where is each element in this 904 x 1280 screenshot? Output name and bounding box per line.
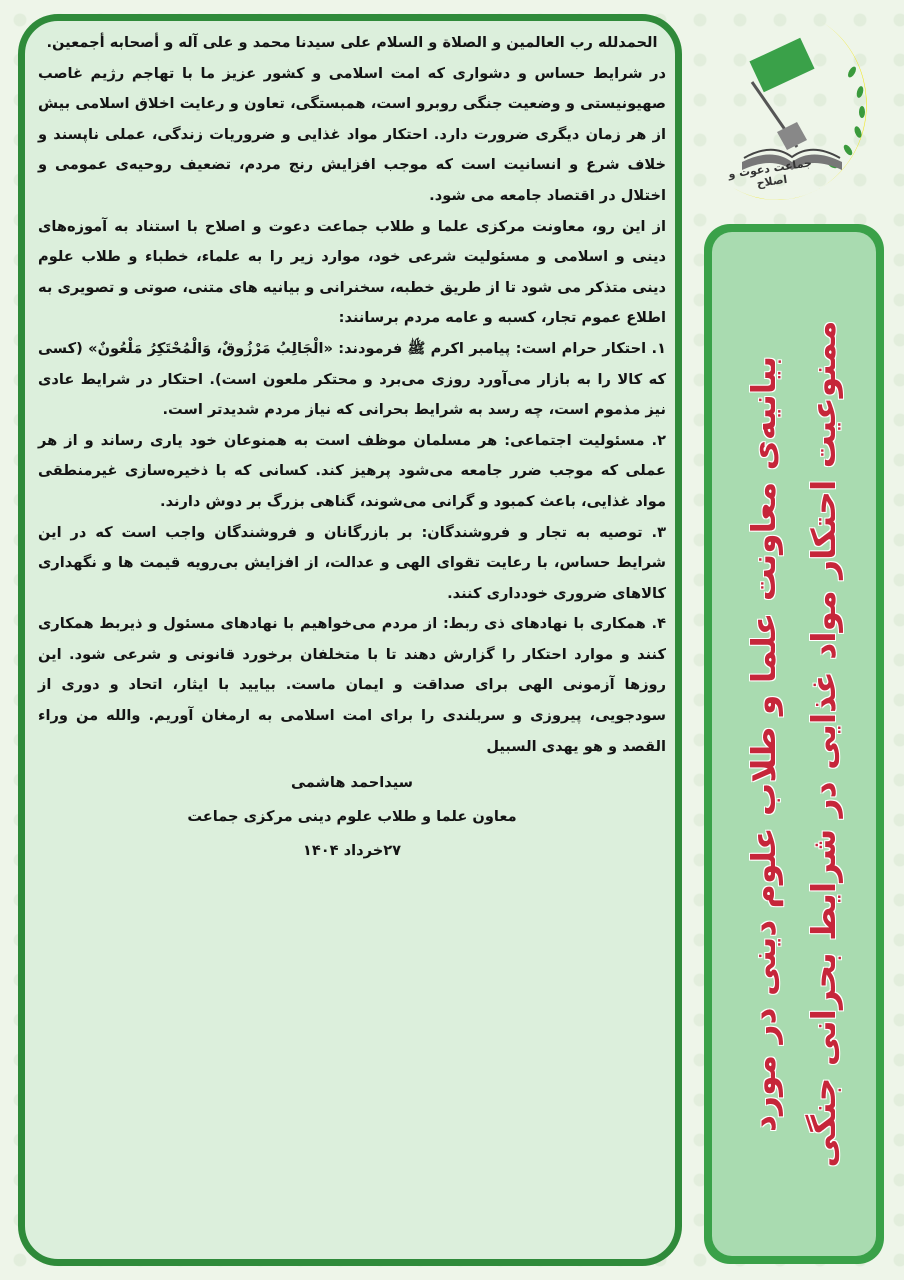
statement-text [38,28,666,868]
side-title-banner-inner [712,232,876,1256]
signature-block [38,766,666,868]
opening-line: الحمدلله رب العالمین و الصلاة و السلام علی سیدنا محمد و علی آله و أصحابه أجمعین. [46,34,658,51]
paragraph-intro: در شرایط حساس و دشواری که امت اسلامی و کشور عزیز ما با تهاجم رژیم غاصب صهیونیستی و وضعیت جنگی روبرو است، همبستگی، تعاون و رعایت اخلاق اسلامی بیش از هر زمان دیگری ضرورت دارد. احتکار مواد غذایی و ضروریات زندگی، عملی ناپسند و خلاف شرع و انسانیت است که موجب افزایش رنج مردم، تضعیف روحیه‌ی عمومی و اختلال در اقتصاد جامعه می شود. [38,64,666,204]
side-title-line-2: ممنوعیت احتکار مواد غذایی در شرایط بحرانی جنگی [804,320,843,1168]
item-3: ۳. توصیه به تجار و فروشندگان: بر بازرگانان و فروشندگان واجب است که در این شرایط حساس، با رعایت تقوای الهی و عدالت، از افزایش بی‌رویه قیمت ها و نگهداری کالاهای ضروری خودداری کنند. [38,523,666,602]
signer-name: سیداحمد هاشمی [290,774,414,792]
paragraph-directive: از این رو، معاونت مرکزی علما و طلاب جماعت دعوت و اصلاح با استناد به آموزه‌های دینی و اسلامی و مسئولیت شرعی خود، موارد زیر را به علماء، خطباء و طلاب علوم دینی متذکر می شود تا از طریق خطبه، سخنرانی و بیانیه های متنی، صوتی و تصویری به اطلاع عموم تجار، کسبه و عامه مردم برسانند: [38,217,666,327]
item-1: ۱. احتکار حرام است: پیامبر اکرم ﷺ فرمودند: «الْجَالِبُ مَرْزُوقٌ، وَالْمُحْتَكِرُ مَلْعُونٌ» (کسی که کالا را به بازار می‌آورد روزی می‌برد و محتکر ملعون است). احتکار در شرایط عادی نیز مذموم است، چه رسد به شرایط بحرانی که نیاز مردم شدیدتر است. [38,339,666,419]
side-title-line-1: بیانیه‌ی معاونت علما و طلاب علوم دینی در مورد [744,356,783,1132]
statement-date: ۲۷خرداد ۱۴۰۴ [302,842,402,860]
side-title [734,254,854,1234]
item-2: ۲. مسئولیت اجتماعی: هر مسلمان موظف است به همنوعان خود یاری رساند و از هر عملی که موجب ضرر جامعه می‌شود پرهیز کند. کسانی که با ذخیره‌سازی غیرمنطقی مواد غذایی، باعث کمبود و گرانی می‌شوند، گناهی بزرگ بر دوش دارند. [38,431,666,510]
item-4: ۴. همکاری با نهادهای ذی ربط: از مردم می‌خواهیم با نهادهای مسئول و ذیربط همکاری کنند و موارد احتکار را گزارش دهند تا با متخلفان برخورد قانونی و شرعی شود. این روزها آزمونی الهی برای صداقت و ایمان ماست. بیایید با ایثار، اتحاد و دوری از سودجویی، پیروزی و سربلندی را برای امت اسلامی به ارمغان آوریم. والله من وراء القصد و هو یهدی السبیل [38,615,666,755]
side-title-banner [704,224,884,1264]
signer-title: معاون علما و طلاب علوم دینی مرکزی جماعت [187,808,517,826]
logo-caption: جماعت دعوت و اصلاح [727,156,813,191]
